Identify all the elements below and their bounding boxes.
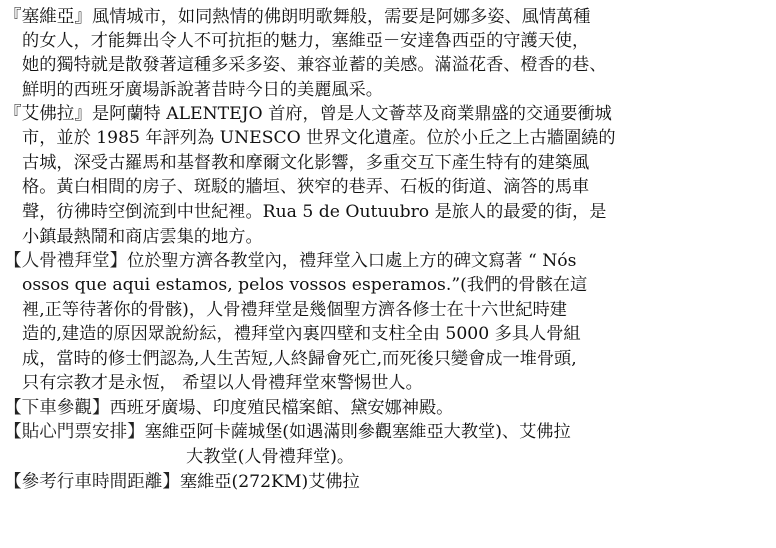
bone-chapel-line-1 <box>4 249 776 273</box>
bone-chapel-text: 位於聖方濟各教堂內，禮拜堂入口處上方的碑文寫著 “ Nós <box>127 251 577 271</box>
evora-line-3: 古城，深受古羅馬和基督教和摩爾文化影響，多重交互下產生特有的建築風 <box>22 153 590 173</box>
bone-chapel-line-2: ossos que aqui estamos, pelos vossos esperamos.”(我們的骨骸在這 <box>22 275 588 295</box>
bone-chapel-heading: 【人骨禮拜堂】 <box>4 251 128 271</box>
visit-line <box>4 396 776 420</box>
distance-heading: 【參考行車時間距離】 <box>4 472 180 492</box>
bone-chapel-line-3: 裡,正等待著你的骨骸)，人骨禮拜堂是幾個聖方濟各修士在十六世紀時建 <box>22 300 567 320</box>
tickets-line-1 <box>4 420 776 444</box>
evora-line-5: 聲，彷彿時空倒流到中世紀裡。Rua 5 de Outuubro 是旅人的最愛的街，是 <box>22 202 607 222</box>
tickets-text: 塞維亞阿卡薩城堡(如遇滿則參觀塞維亞大教堂)、艾佛拉 <box>144 422 571 442</box>
distance-line <box>4 470 776 494</box>
seville-line-4: 鮮明的西班牙廣場訴說著昔時今日的美麗風采。 <box>22 80 383 100</box>
tickets-heading: 【貼心門票安排】 <box>4 422 145 442</box>
evora-line-2: 市，並於 1985 年評列為 UNESCO 世界文化遺產。位於小丘之上古牆圍繞的 <box>22 128 616 148</box>
visit-heading: 【下車參觀】 <box>4 398 110 418</box>
evora-text: 是阿蘭特 ALENTEJO 首府，曾是人文薈萃及商業鼎盛的交通要衝城 <box>91 104 612 124</box>
evora-line-4: 格。黃白相間的房子、斑駁的牆垣、狹窄的巷弄、石板的街道、滴答的馬車 <box>22 177 590 197</box>
bone-chapel-line-4: 造的,建造的原因眾說紛紜，禮拜堂內裏四壁和支柱全由 5000 多具人骨組 <box>22 324 581 344</box>
evora-line-6: 小鎮最熱鬧和商店雲集的地方。 <box>22 227 263 247</box>
evora-line-1 <box>4 102 776 126</box>
tickets-line-2: 大教堂(人骨禮拜堂)。 <box>186 447 355 467</box>
seville-text: 風情城市，如同熱情的佛朗明歌舞般，需要是阿娜多姿、風情萬種 <box>91 7 591 27</box>
seville-line-3: 她的獨特就是散發著這種多采多姿、兼容並蓄的美感。滿溢花香、橙香的巷、 <box>22 55 607 75</box>
seville-line-2: 的女人，才能舞出令人不可抗拒的魅力，塞維亞－安達魯西亞的守護天使， <box>22 31 590 51</box>
distance-text: 塞維亞(272KM)艾佛拉 <box>179 472 360 492</box>
seville-heading: 『塞維亞』 <box>4 7 92 27</box>
visit-text: 西班牙廣場、印度殖民檔案館、黛安娜神殿。 <box>109 398 454 418</box>
bone-chapel-line-6: 只有宗教才是永恆， 希望以人骨禮拜堂來警惕世人。 <box>22 373 423 393</box>
evora-heading: 『艾佛拉』 <box>4 104 92 124</box>
seville-line-1 <box>4 5 776 29</box>
bone-chapel-line-5: 成，當時的修士們認為,人生苦短,人終歸會死亡,而死後只變會成一堆骨頭, <box>22 349 577 369</box>
